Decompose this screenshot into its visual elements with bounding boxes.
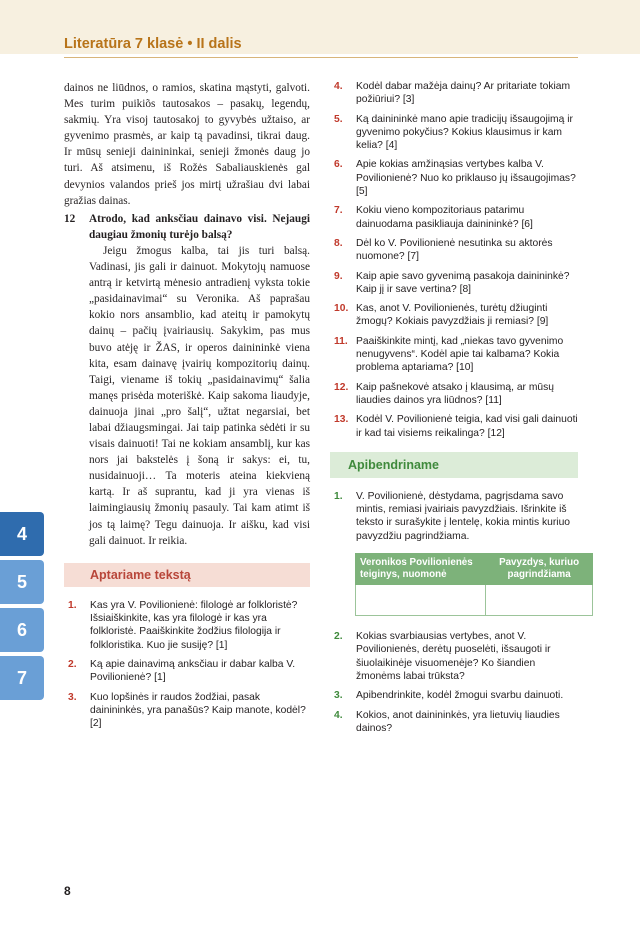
list-item: 6. Apie kokias amžinąsias vertybes kalba V. Povilionienė? Nuo ko priklauso jų išsaugojimas? [5]	[334, 159, 576, 198]
page-number: 8	[64, 884, 71, 898]
table-header-claim: Veronikos Povilionienės teiginys, nuomonė	[356, 554, 486, 585]
summary-questions-more	[330, 630, 578, 735]
list-item: 7. Kokiu vieno kompozitoriaus patarimu dainuodama pasikliauja dainininkė? [6]	[334, 205, 533, 230]
list-item: 1. Kas yra V. Povilionienė: filologė ar folkloristė? Išsiaiškinkite, kas yra filologė ir kas yra folkloristė. Paaiškinkite žodžius filologija ir folkloristika. Kuo jie susiję? [1]	[68, 599, 298, 651]
right-column	[330, 80, 578, 741]
list-item: 8. Dėl ko V. Povilionienė nesutinka su aktorės nuomone? [7]	[334, 237, 553, 263]
list-item: 10. Kas, anot V. Povilionienės, turėtų džiuginti žmogų? Kokiais pavyzdžiais ji remiasi? [9]	[334, 303, 549, 328]
question-number: 12	[64, 212, 76, 225]
interview-question-12	[64, 211, 310, 549]
header-divider	[64, 57, 578, 58]
left-column	[64, 80, 310, 736]
page-header	[0, 0, 640, 54]
list-item: 2. Kokias svarbiausias vertybes, anot V. Povilionienės, derėtų puoselėti, išsaugoti ir šiuolaikinėje visuomenėje? Ko šiandien žmonėms labai trūksta?	[334, 631, 551, 682]
list-item: 2. Ką apie dainavimą anksčiau ir dabar kalba V. Povilionienė? [1]	[68, 658, 296, 684]
section-heading-apibendriname: Apibendriname	[330, 452, 578, 478]
list-item: 4. Kokios, anot dainininkės, yra lietuvių liaudies dainos?	[334, 709, 560, 734]
summary-questions	[330, 490, 578, 543]
chapter-tab-5[interactable]: 5	[0, 560, 44, 604]
list-item: 3. Apibendrinkite, kodėl žmogui svarbu dainuoti.	[334, 690, 564, 702]
claims-examples-table	[355, 553, 593, 616]
chapter-tab-6[interactable]: 6	[0, 608, 44, 652]
paragraph-continuation: dainos ne liūdnos, o ramios, skatina mąstyti, galvoti. Mes turim puikiõs tautosakos – pasakų, legendų, sakmių. Yra visoj tautosakoj to gyvybės užtaiso, ar gyvenimo prasmės, ar kaip tą pavadinsi, tikrai daug. Ir mūsų senieji dainininkai, senieji žmonės daug jo turi. Aš atsimenu, iš Rožės Sabaliauskienės gal devynios valandos prieš jos mirtį užrašiau dvi labai gražias dainas.	[64, 82, 310, 207]
chapter-tabs	[0, 512, 46, 704]
list-item: 5. Ką dainininkė mano apie tradicijų išsaugojimą ir gyvenimo pokyčius? Kokius klausimus ir kam kelia? [4]	[334, 113, 573, 152]
chapter-tab-7[interactable]: 7	[0, 656, 44, 700]
list-item: 12. Kaip pašnekovė atsako į klausimą, ar mūsų liaudies dainos yra liūdnos? [11]	[334, 381, 555, 406]
table-cell-empty[interactable]	[356, 585, 486, 616]
list-item: 9. Kaip apie savo gyvenimą pasakoja dainininkė? Kaip jį ir save vertina? [8]	[334, 270, 570, 295]
list-item: 13. Kodėl V. Povilionienė teigia, kad visi gali dainuoti ir kad tai visiems reikalinga? [12]	[334, 414, 578, 439]
list-item: 1. V. Povilionienė, dėstydama, pagrįsdama savo mintis, remiasi įvairiais pavyzdžiais. Išrinkite iš teksto ir surašykite į lentelę, kokia mintis kuriuo pavyzdžiu pagrindžiama.	[334, 490, 571, 542]
discussion-questions-right	[330, 80, 578, 440]
discussion-questions-left	[64, 599, 310, 731]
list-item: 11. Paaiškinkite mintį, kad „niekas tavo gyvenimo nenugyvens“. Kodėl apie tai kalbama? Kokia problema aptariama? [10]	[334, 335, 564, 374]
answer-text: Jeigu žmogus kalba, tai jis turi balsą. Vadinasi, jis gali ir dainuot. Mokytojų namuose antrą ir ketvirtą mėnesio antradienį vyksta tokie „pasidainavimai“ su Veronika. Aš paprašau kokio nors ansamblio, kad ateitų ir pamokytų dainų – pačių įvairiausių. Sakykim, pas mus buvo atėję ir ŽAS, ir operos dainininkė viena kita, esam dainavę įvairių kompozitorių dainų. Taigi, viename iš tokių „pasidainavimų“ šalia manęs prisėda moteriškė. Kaip sakoma liaudyje, dainuoja jinai „pro šalį“, užtat negarsiai, bet labai džiaugsmingai. Jai taip patinka sėdėti ir su visais dainuoti! Tai ne kokiam ansamblį, kur kas nors jai bakstelės į šoną ir sakys: ei, tu, nusidainuoji… Ta moteris ateina kiekvieną kartą. Ir aš suprantu, kad ji yra vienas iš laimingiausių žmonių pasauly. Tai kam atimt iš jos tą laimę? Tegu dainuoja. Ir aišku, kad visi gali dainuot. Ir reikia.	[89, 244, 310, 547]
list-item: 4. Kodėl dabar mažėja dainų? Ar pritariate tokiam požiūriui? [3]	[334, 81, 571, 106]
book-title: Literatūra 7 klasė • II dalis	[64, 36, 242, 52]
list-item: 3. Kuo lopšinės ir raudos žodžiai, pasak dainininkės, yra panašūs? Kaip manote, kodėl? [2]	[68, 691, 306, 730]
chapter-tab-4[interactable]: 4	[0, 512, 44, 556]
section-heading-aptariame: Aptariame tekstą	[64, 563, 310, 587]
table-cell-empty[interactable]	[486, 585, 593, 616]
question-text: Atrodo, kad anksčiau dainavo visi. Nejaugi daugiau žmonių turėjo balsą?	[89, 212, 310, 241]
table-header-example: Pavyzdys, kuriuo pagrindžiama	[486, 554, 593, 585]
interview-text	[64, 80, 310, 549]
